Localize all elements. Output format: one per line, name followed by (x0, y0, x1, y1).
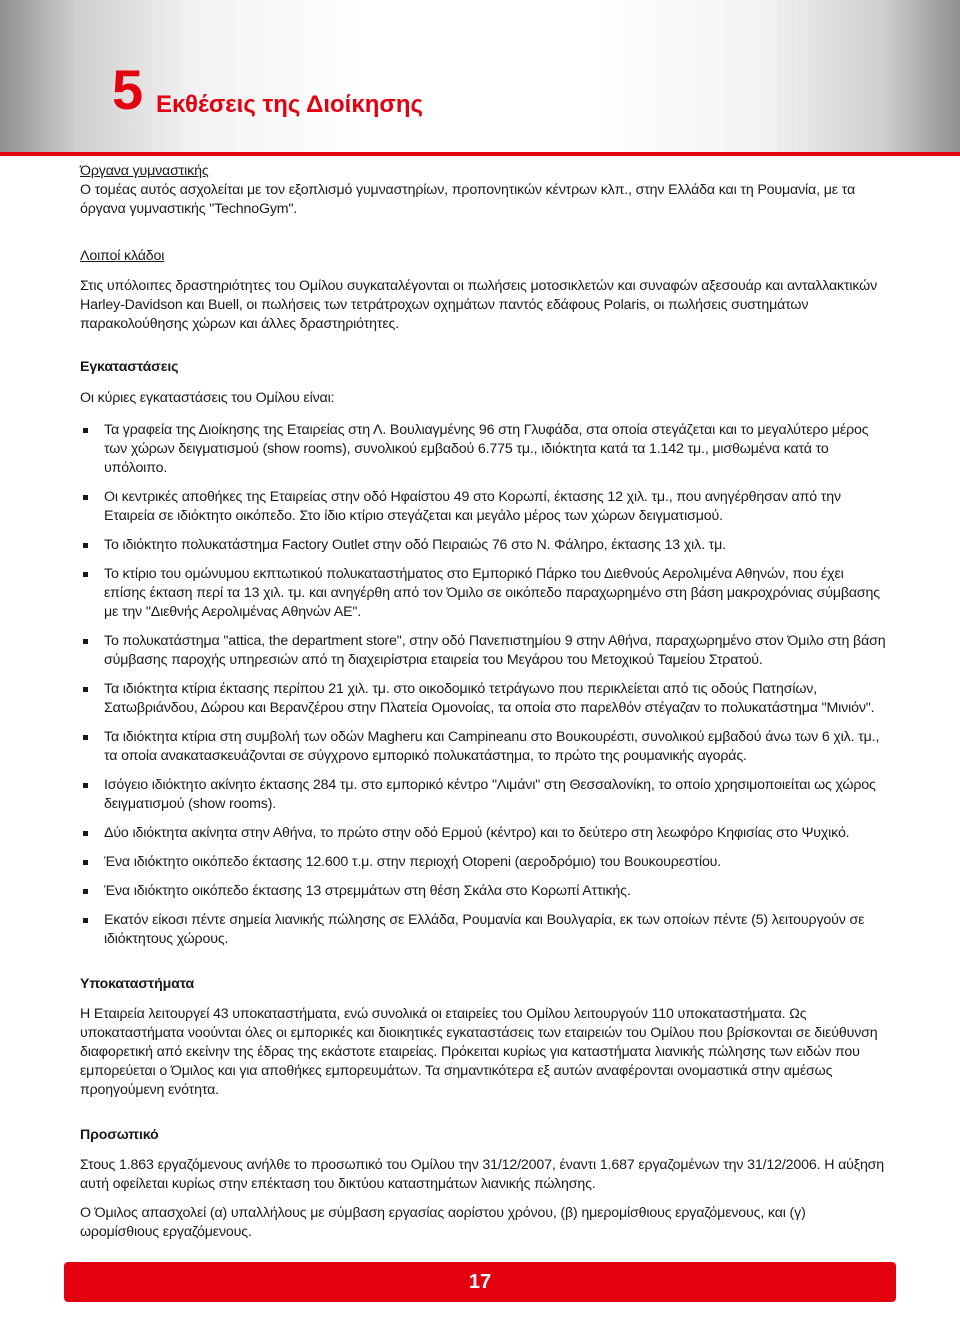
list-item-text: Τα γραφεία της Διοίκησης της Εταιρείας στη Λ. Βουλιαγμένης 96 στη Γλυφάδα, στα οποία στεγάζεται και το μεγαλύτερο μέρος των χώρων δειγματισμού (show rooms), συνολικού εμβαδού 6.775 τμ., ιδιόκτητα κατά τα 1.142 τμ., μισθωμένα κατά το υπόλοιπο. (104, 422, 869, 476)
list-item-text: Δύο ιδιόκτητα ακίνητα στην Αθήνα, το πρώτο στην οδό Ερμού (κέντρο) και το δεύτερο στη λεωφόρο Κηφισίας στο Ψυχικό. (104, 825, 850, 841)
list-item (80, 680, 886, 718)
list-item (80, 882, 886, 901)
section-other-sectors (80, 247, 886, 334)
section-heading: Εγκαταστάσεις (80, 359, 179, 375)
header-band (0, 0, 960, 152)
page-footer-bar (64, 1262, 896, 1302)
list-item-text: Ένα ιδιόκτητο οικόπεδο έκτασης 13 στρεμμάτων στη θέση Σκάλα στο Κορωπί Αττικής. (104, 883, 631, 899)
bullet-icon (83, 860, 88, 865)
bullet-icon (83, 918, 88, 923)
bullet-icon (83, 735, 88, 740)
list-item (80, 488, 886, 526)
paragraph: Στις υπόλοιπες δραστηριότητες του Ομίλου συγκαταλέγονται οι πωλήσεις μοτοσικλετών και συναφών αξεσουάρ και ανταλλακτικών Harley-Davidson και Buell, οι πωλήσεις των τετράτροχων οχημάτων παντός εδάφους Polaris, οι πωλήσεις συστημάτων παρακολούθησης χώρων και άλλες δραστηριότητες. (80, 278, 878, 332)
chapter-number: 5 (112, 58, 143, 121)
list-item (80, 728, 886, 766)
list-item-text: Το πολυκατάστημα "attica, the department store", στην οδό Πανεπιστημίου 9 στην Αθήνα, παραχωρημένο στον Όμιλο στη βάση σύμβασης παροχής υπηρεσιών από τη διαχειρίστρια εταιρεία του Μεγάρου του Μετοχικού Ταμείου Στρατού. (104, 633, 886, 668)
list-item (80, 853, 886, 872)
bullet-icon (83, 428, 88, 433)
bullet-icon (83, 889, 88, 894)
list-item (80, 776, 886, 814)
list-item-text: Τα ιδιόκτητα κτίρια έκτασης περίπου 21 χιλ. τμ. στο οικοδομικό τετράγωνο που περικλείεται από τις οδούς Πατησίων, Σατωβριάνδου, Δώρου και Βερανζέρου στην Πλατεία Ομονοίας, τα οποία στο παρελθόν στέγαζαν το πολυκατάστημα "Μινιόν". (104, 681, 875, 716)
list-item-text: Ισόγειο ιδιόκτητο ακίνητο έκτασης 284 τμ. στο εμπορικό κέντρο "Λιμάνι" στη Θεσσαλονίκη, το οποίο χρησιμοποιείται ως χώρος δειγματισμού (show rooms). (104, 777, 876, 812)
section-heading: Λοιποί κλάδοι (80, 248, 165, 264)
paragraph: Ο τομέας αυτός ασχολείται με τον εξοπλισμό γυμναστηρίων, προπονητικών κέντρων κλπ., στην Ελλάδα και τη Ρουμανία, με τα όργανα γυμναστικής "TechnoGym". (80, 182, 855, 217)
section-facilities (80, 358, 886, 949)
bullet-icon (83, 687, 88, 692)
list-item (80, 824, 886, 843)
bullet-icon (83, 639, 88, 644)
bullet-icon (83, 495, 88, 500)
section-heading: Όργανα γυμναστικής (80, 163, 209, 179)
list-item-text: Το κτίριο του ομώνυμου εκπτωτικού πολυκαταστήματος στο Εμπορικό Πάρκο του Διεθνούς Αερολιμένα Αθηνών, που έχει επίσης έκταση περί τα 13 χιλ. τμ. και ανηγέρθη από τον Όμιλο σε οικόπεδο παραχωρημένο στη βάση μακροχρόνιας σύμβασης με την "Διεθνής Αερολιμένας Αθηνών ΑΕ". (104, 566, 880, 620)
section-heading: Προσωπικό (80, 1127, 159, 1143)
bullet-icon (83, 783, 88, 788)
list-item (80, 536, 886, 555)
list-item (80, 421, 886, 478)
paragraph: Ο Όμιλος απασχολεί (α) υπαλλήλους με σύμβαση εργασίας αορίστου χρόνου, (β) ημερομίσθιους εργαζόμενους, και (γ) ωρομίσθιους εργαζόμενους. (80, 1205, 806, 1240)
bullet-icon (83, 572, 88, 577)
header-divider (0, 152, 960, 156)
list-item (80, 911, 886, 949)
page-number: 17 (468, 1271, 492, 1293)
facilities-list (80, 421, 886, 949)
section-heading: Υποκαταστήματα (80, 976, 195, 992)
list-item (80, 565, 886, 622)
section-gym-equipment (80, 162, 886, 219)
list-item-text: Οι κεντρικές αποθήκες της Εταιρείας στην οδό Ηφαίστου 49 στο Κορωπί, έκτασης 12 χιλ. τμ., που ανηγέρθησαν από την Εταιρεία σε ιδιόκτητο οικόπεδο. Στο ίδιο κτίριο στεγάζεται και μεγάλο μέρος των χώρων δειγματισμού. (104, 489, 841, 524)
list-item-text: Εκατόν είκοσι πέντε σημεία λιανικής πώλησης σε Ελλάδα, Ρουμανία και Βουλγαρία, εκ των οποίων πέντε (5) λειτουργούν σε ιδιόκτητους χώρους. (104, 912, 865, 947)
chapter-title: Εκθέσεις της Διοίκησης (156, 91, 423, 118)
paragraph: Στους 1.863 εργαζόμενους ανήλθε το προσωπικό του Ομίλου την 31/12/2007, έναντι 1.687 εργαζομένων την 31/12/2006. Η αύξηση αυτή οφείλεται κυρίως στην επέκταση του δικτύου καταστημάτων λιανικής πώλησης. (80, 1157, 885, 1192)
section-staff (80, 1126, 886, 1242)
bullet-icon (83, 543, 88, 548)
paragraph: Η Εταιρεία λειτουργεί 43 υποκαταστήματα, ενώ συνολικά οι εταιρείες του Ομίλου λειτουργούν 110 υποκαταστήματα. Ως υποκαταστήματα νοούνται όλες οι εμπορικές και διοικητικές εγκαταστάσεις των εταιρειών του Ομίλου που βρίσκονται σε διεύθυνση διαφορετική από εκείνην της έδρας της εκάστοτε εταιρείας. Πρόκειται κυρίως για καταστήματα λιανικής πώλησης των ειδών που εμπορεύεται ο Όμιλος και για αποθήκες εμπορευμάτων. Τα σημαντικότερα εξ αυτών αναφέρονται ονομαστικά στην αμέσως προηγούμενη ενότητα. (80, 1006, 878, 1098)
main-content (80, 162, 886, 1242)
paragraph: Οι κύριες εγκαταστάσεις του Ομίλου είναι: (80, 390, 335, 406)
list-item-text: Το ιδιόκτητο πολυκατάστημα Factory Outlet στην οδό Πειραιώς 76 στο Ν. Φάληρο, έκτασης 13 χιλ. τμ. (104, 537, 726, 553)
section-branches (80, 975, 886, 1100)
list-item (80, 632, 886, 670)
bullet-icon (83, 831, 88, 836)
list-item-text: Ένα ιδιόκτητο οικόπεδο έκτασης 12.600 τ.μ. στην περιοχή Otopeni (αεροδρόμιο) του Βουκουρεστίου. (104, 854, 722, 870)
list-item-text: Τα ιδιόκτητα κτίρια στη συμβολή των οδών Magheru και Campineanu στο Βουκουρέστι, συνολικού εμβαδού άνω των 6 χιλ. τμ., τα οποία ανακατασκευάζονται σε σύγχρονο εμπορικό πολυκατάστημα, το πρώτο της ρουμανικής αγοράς. (104, 729, 880, 764)
